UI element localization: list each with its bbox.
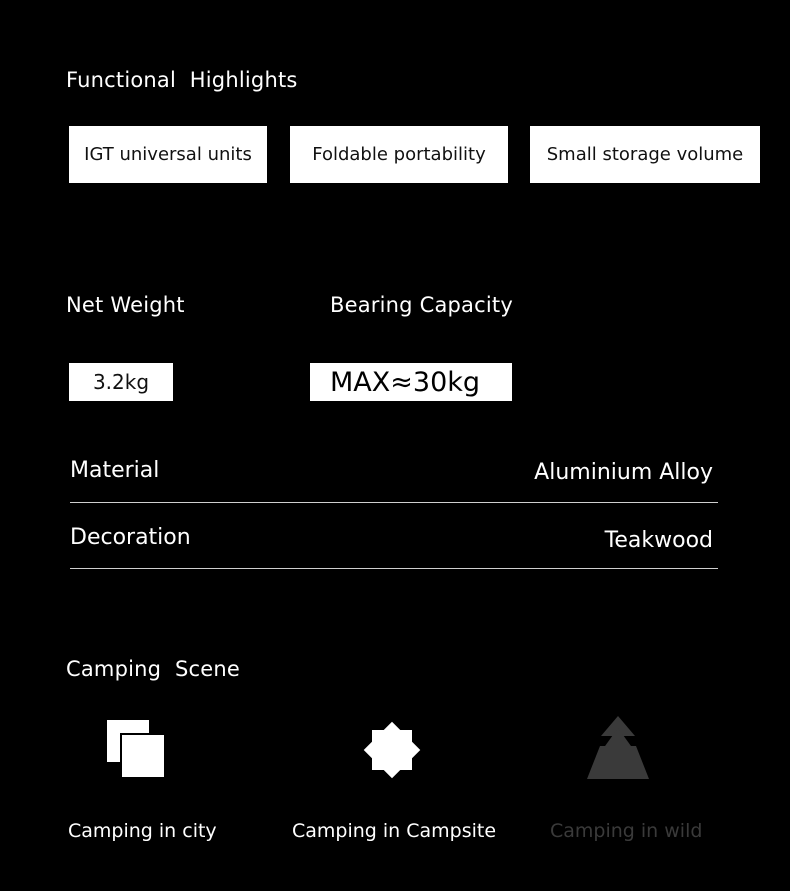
spec-material-label: Material (70, 458, 160, 483)
net-weight-label: Net Weight (66, 293, 185, 317)
highlight-tag-label: Small storage volume (546, 144, 744, 165)
highlight-tag-igt (69, 126, 267, 183)
spec-decoration-label: Decoration (70, 525, 191, 550)
spec-material-value: Aluminium Alloy (534, 460, 713, 485)
scene-title: Camping Scene (66, 657, 240, 681)
spec-divider (70, 568, 718, 569)
net-weight-value-box (69, 363, 173, 401)
scene-label-campsite: Camping in Campsite (292, 820, 497, 842)
bearing-capacity-value: MAX≈30kg (330, 366, 481, 398)
bearing-capacity-value-box (310, 363, 512, 401)
bearing-capacity-label: Bearing Capacity (330, 293, 513, 317)
scene-label-city: Camping in city (68, 820, 217, 842)
spec-divider (70, 502, 718, 503)
city-icon (105, 718, 167, 780)
net-weight-value: 3.2kg (92, 370, 150, 394)
highlight-tag-foldable (290, 126, 508, 183)
highlight-tag-label: IGT universal units (84, 144, 252, 165)
highlight-tag-label: Foldable portability (312, 144, 486, 165)
scene-label-wild: Camping in wild (550, 820, 703, 842)
campsite-icon (359, 717, 425, 783)
spec-decoration-value: Teakwood (604, 528, 713, 553)
highlight-tag-storage (530, 126, 760, 183)
wild-tree-icon (586, 716, 650, 782)
highlights-title: Functional Highlights (66, 68, 298, 92)
